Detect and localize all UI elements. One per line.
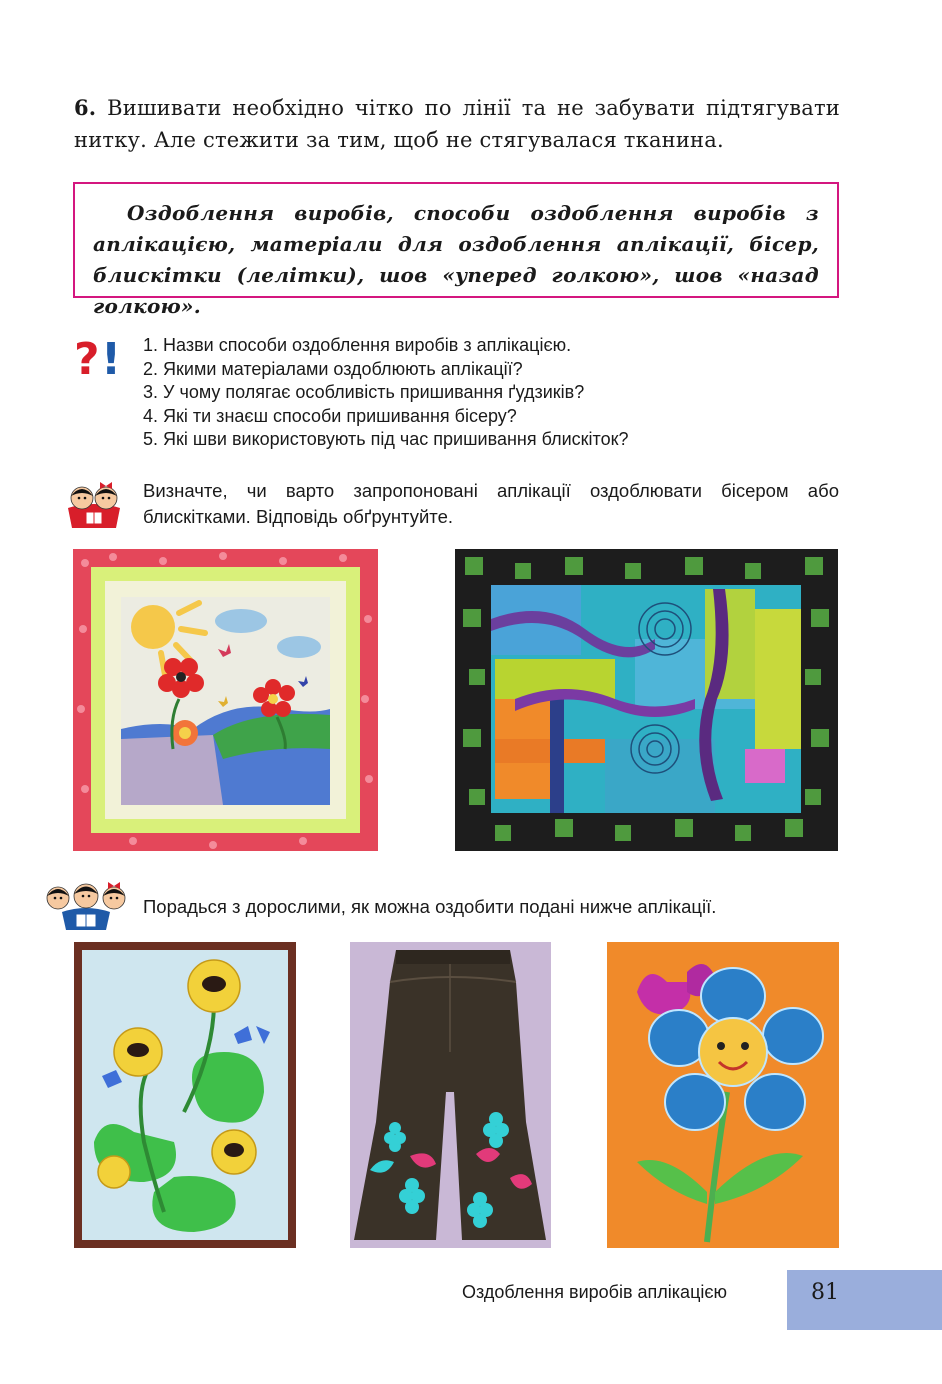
footer-section-title: Оздоблення виробів аплікацією xyxy=(462,1282,728,1302)
step-6-paragraph xyxy=(74,92,840,156)
question-item: 3. У чому полягає особливість пришивання ґудзиків? xyxy=(143,382,585,402)
question-item: 4. Які ти знаєш способи пришивання бісеру? xyxy=(143,405,517,426)
question-item: 2. Якими матеріалами оздоблюють аплікації? xyxy=(143,358,523,379)
photo-abstract-quilt xyxy=(455,549,838,851)
step-number: 6. xyxy=(74,95,97,120)
photo-sun-flowers-quilt xyxy=(73,549,378,851)
photo-trousers-applique xyxy=(350,942,551,1248)
question-item: 1. Назви способи оздоблення виробів з аплікацією. xyxy=(143,335,572,355)
photo-blue-flower-applique xyxy=(607,942,839,1248)
two-children-reading-icon xyxy=(64,478,124,530)
question-item: 5. Які шви використовують під час пришивання блискіток? xyxy=(143,429,629,449)
svg-text:?: ? xyxy=(74,336,100,378)
step-text: Вишивати необхідно чітко по лінії та не забувати підтягувати нитку. Але стежити за тим, щоб не стягувалася тканина. xyxy=(74,96,840,152)
key-terms-text: Оздоблення виробів, способи оздоблення виробів з аплікацією, матеріали для оздоблення аплікації, бісер, блискітки (лелітки), шов «уперед голкою», шов «назад голкою». xyxy=(93,201,819,318)
three-children-reading-icon xyxy=(42,876,130,930)
questions-list xyxy=(143,334,843,452)
question-exclamation-icon xyxy=(74,336,122,378)
photo-framed-flowers-applique xyxy=(74,942,296,1248)
page-number: 81 xyxy=(811,1280,839,1305)
svg-text:!: ! xyxy=(101,336,122,378)
key-terms-box xyxy=(73,182,839,318)
adults-task-text: Порадься з дорослими, як можна оздобити подані нижче аплікації. xyxy=(143,896,717,917)
pair-task-text: Визначте, чи варто запропоновані аплікації оздоблювати бісером або блискітками. Відповідь обґрунтуйте. xyxy=(143,480,839,527)
